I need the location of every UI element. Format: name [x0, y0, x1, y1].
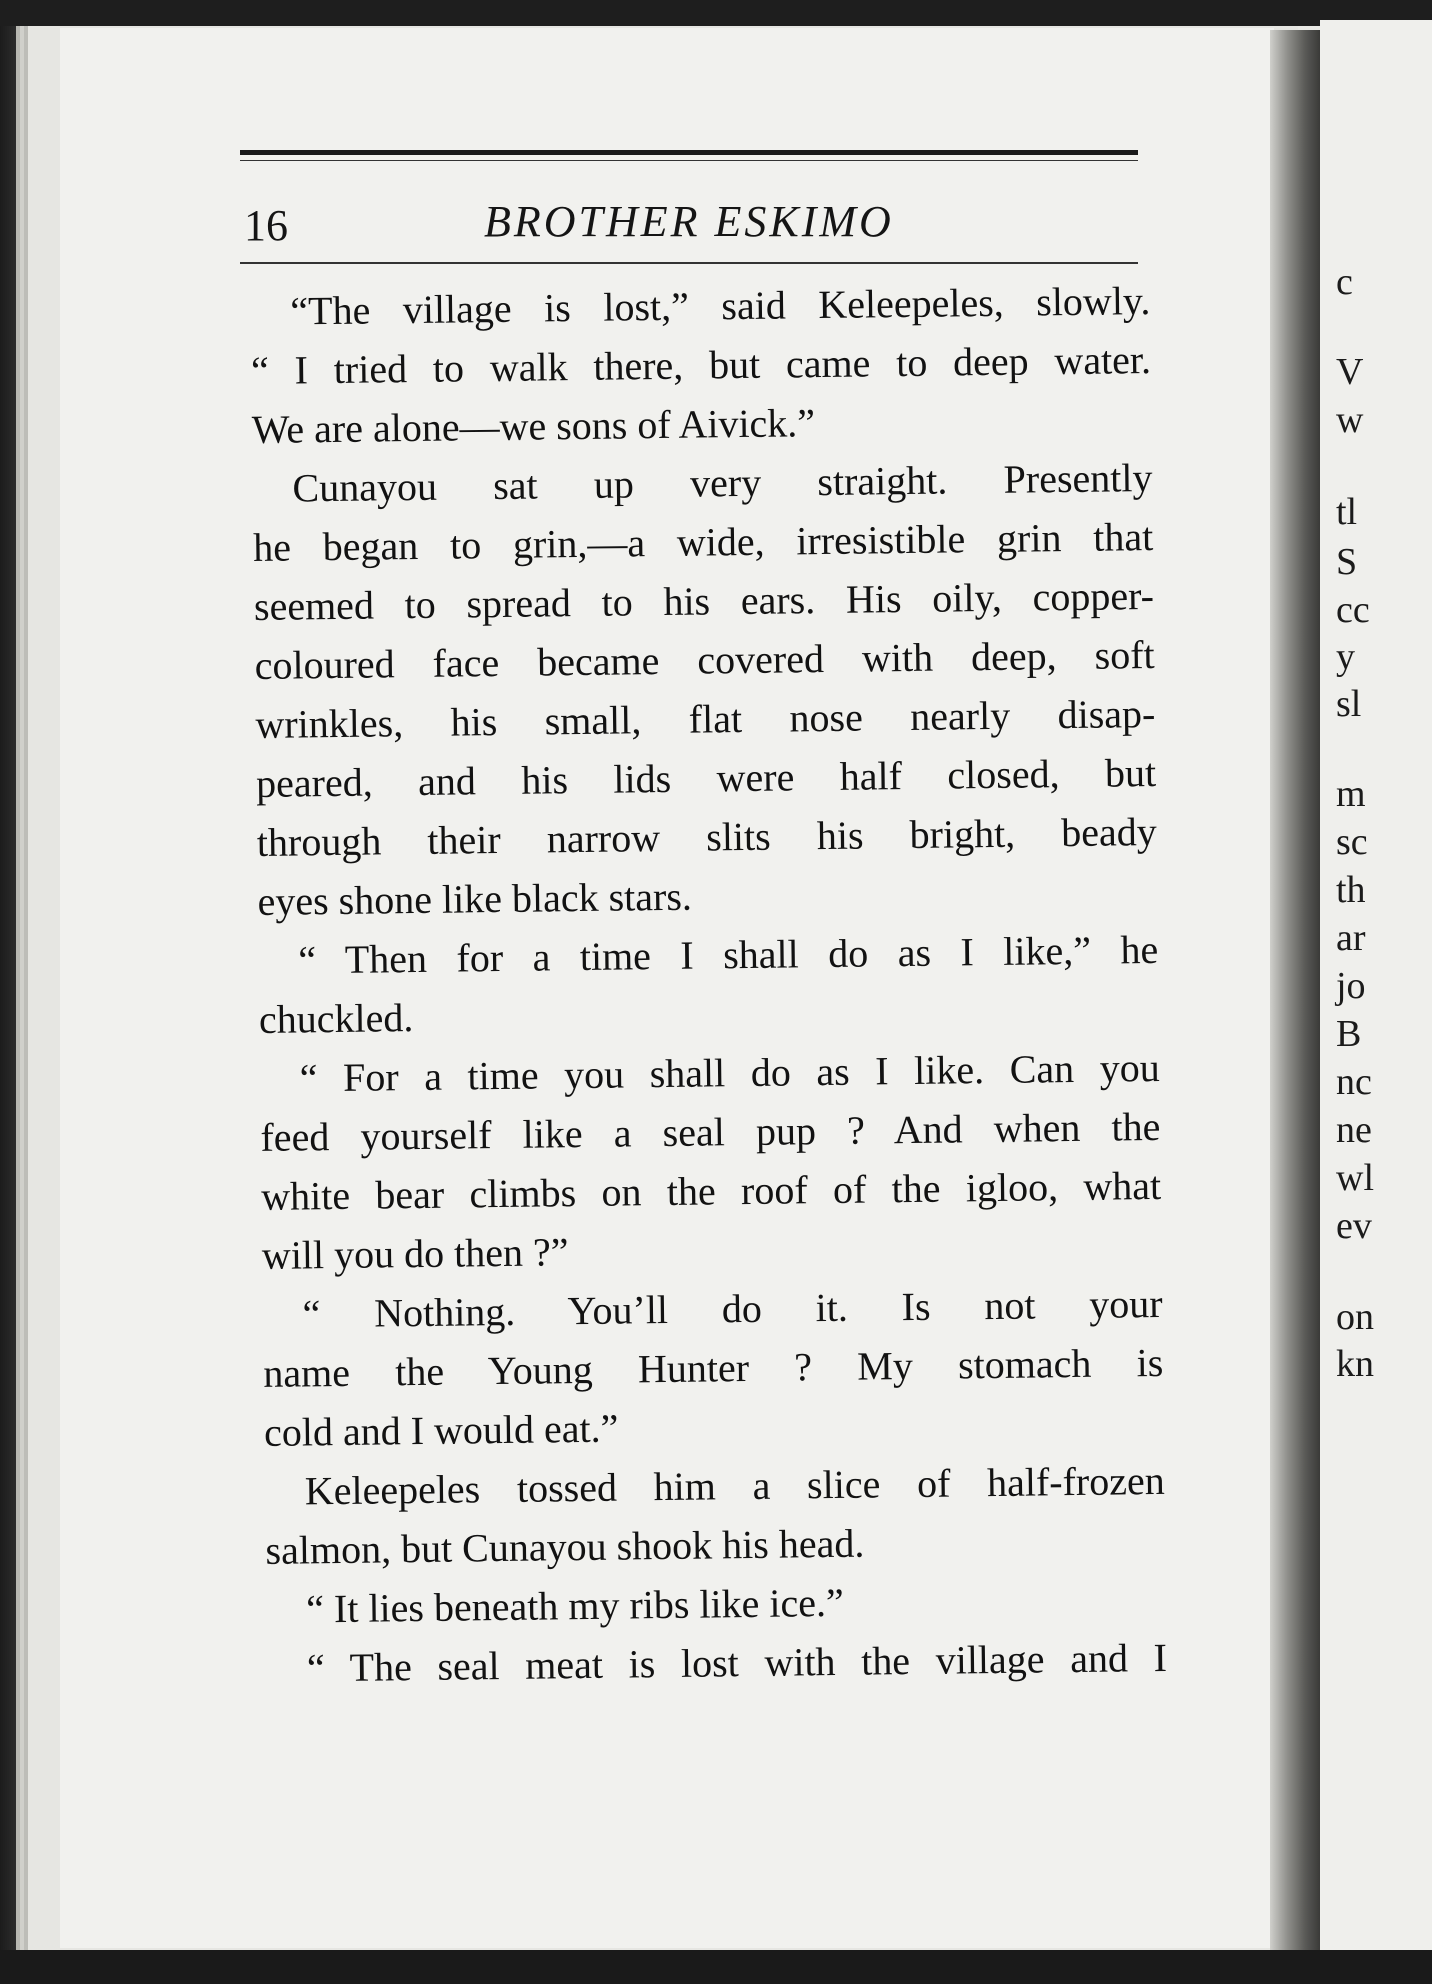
facing-page-fragment: ev: [1336, 1205, 1372, 1247]
facing-page-fragment: w: [1336, 399, 1364, 441]
body-text: [250, 271, 1167, 1698]
scanner-edge-top: [0, 0, 1432, 26]
text-line: “ Nothing. You’ll do it. Is not your: [302, 1280, 1163, 1337]
facing-page: [1320, 20, 1432, 1980]
text-line: seemed to spread to his ears. His oily, copper-: [253, 572, 1155, 629]
text-line: name the Young Hunter ? My stomach is: [263, 1339, 1164, 1396]
text-line: eyes shone like black stars.: [257, 873, 693, 924]
facing-page-fragment: tl: [1336, 491, 1358, 533]
text-line: “ It lies beneath my ribs like ice.”: [305, 1579, 845, 1632]
header-rule-thick: [240, 150, 1138, 155]
facing-page-fragment: cc: [1336, 589, 1370, 631]
text-line: chuckled.: [258, 995, 414, 1042]
text-line: wrinkles, his small, flat nose nearly disap-: [255, 690, 1156, 747]
text-line: “ The seal meat is lost with the village and I: [306, 1634, 1168, 1691]
page-number: 16: [244, 201, 288, 250]
facing-page-fragment: m: [1336, 773, 1366, 815]
text-line: coloured face became covered with deep, soft: [254, 631, 1155, 688]
facing-page-fragment: B: [1336, 1013, 1362, 1055]
text-line: “The village is lost,” said Keleepeles, slowly.: [290, 278, 1151, 334]
facing-page-fragment: ne: [1336, 1109, 1372, 1151]
text-line: “ I tried to walk there, but came to deep water.: [250, 336, 1152, 393]
running-head: BROTHER ESKIMO: [484, 197, 894, 246]
facing-page-fragment: S: [1336, 541, 1358, 583]
header-rule-bottom: [240, 262, 1138, 264]
facing-page-fragment: jo: [1336, 965, 1366, 1007]
text-line: he began to grin,—a wide, irresistible grin that: [252, 513, 1154, 570]
header-rule-thin: [240, 160, 1138, 161]
text-line: feed yourself like a seal pup ? And when the: [260, 1103, 1161, 1160]
facing-page-fragment: y: [1336, 636, 1355, 678]
text-line: “ Then for a time I shall do as I like,” he: [298, 926, 1159, 983]
scanner-edge-bottom: [0, 1950, 1432, 1984]
text-line: peared, and his lids were half closed, but: [255, 749, 1157, 806]
facing-page-fragment: on: [1336, 1296, 1374, 1338]
facing-page-fragment: nc: [1336, 1061, 1372, 1103]
text-line: will you do then ?”: [261, 1229, 569, 1278]
text-line: through their narrow slits his bright, beady: [256, 808, 1158, 865]
facing-page-fragment: V: [1336, 351, 1364, 393]
facing-page-fragment: th: [1336, 869, 1366, 911]
facing-page-fragment: ar: [1336, 917, 1366, 959]
facing-page-fragment: sl: [1336, 683, 1362, 725]
text-line: white bear climbs on the roof of the igloo, what: [260, 1162, 1162, 1219]
text-line: Cunayou sat up very straight. Presently: [292, 454, 1153, 511]
text-line: We are alone—we sons of Aivick.”: [251, 400, 816, 452]
facing-page-fragment: sc: [1336, 821, 1368, 863]
text-line: “ For a time you shall do as I like. Can you: [299, 1044, 1160, 1101]
text-line: cold and I would eat.”: [263, 1405, 619, 1455]
text-line: salmon, but Cunayou shook his head.: [265, 1520, 865, 1573]
facing-page-fragment: wl: [1336, 1157, 1374, 1199]
facing-page-fragment: c: [1336, 261, 1353, 303]
book-gutter: [1270, 30, 1320, 1960]
text-line: Keleepeles tossed him a slice of half-frozen: [304, 1457, 1165, 1514]
facing-page-fragment: kn: [1336, 1343, 1374, 1385]
